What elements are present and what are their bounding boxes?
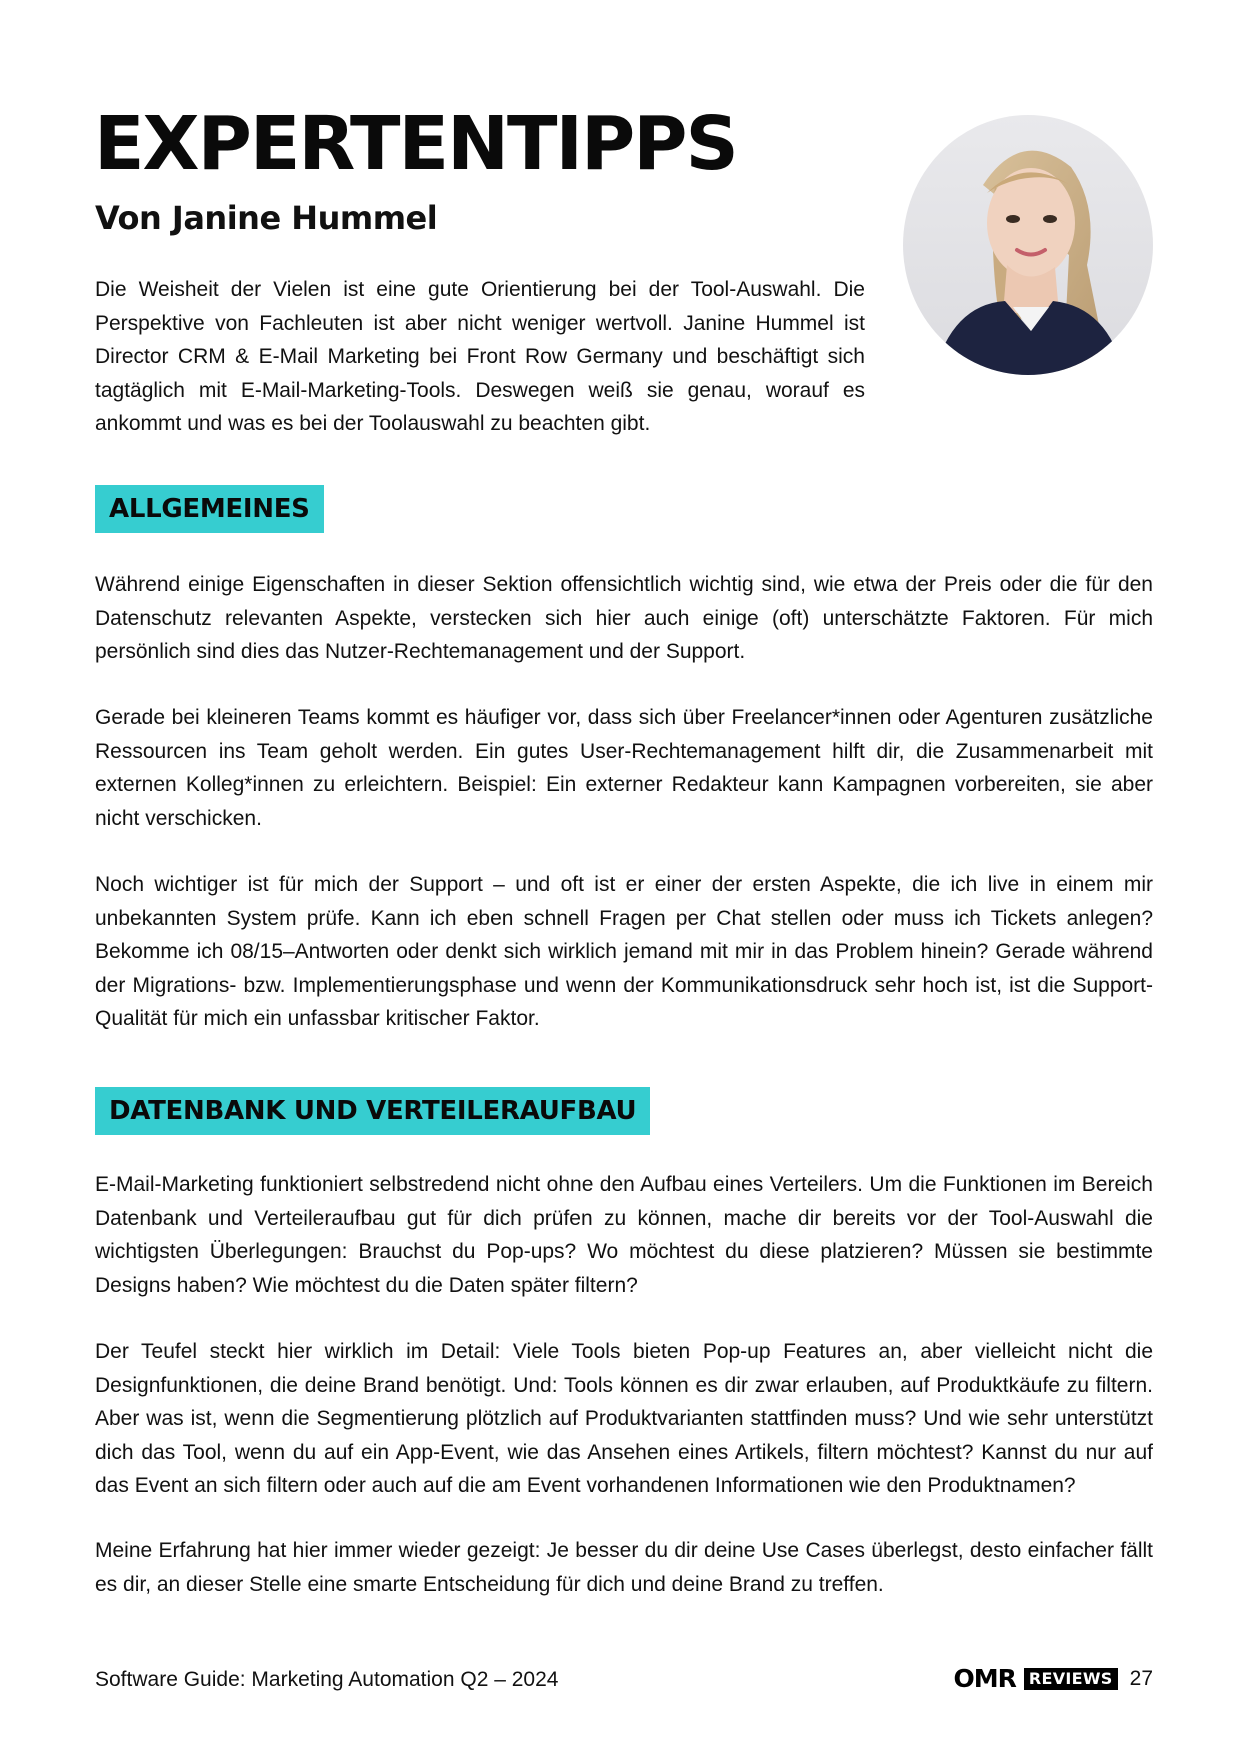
intro-paragraph: Die Weisheit der Vielen ist eine gute Orientierung bei der Tool-Auswahl. Die Perspektive von Fachleuten ist aber nicht weniger wertvoll. Janine Hummel ist Director CRM & E-Mail Marketing bei Front Row Germany und beschäftigt sich tagtäglich mit E-Mail-Marketing-Tools. Deswegen weiß sie genau, worauf es ankommt und was es bei der Toolauswahl zu beachten gibt. xyxy=(95,278,865,435)
paragraph: Der Teufel steckt hier wirklich im Detail: Viele Tools bieten Pop-up Features an, aber vielleicht nicht die Designfunktionen, die deine Brand benötigt. Und: Tools können es dir zwar erlauben, auf Produktkäufe zu filtern. Aber was ist, wenn die Segmentierung plötzlich auf Produktvarianten stattfinden muss? Und wie sehr unterstützt dich das Tool, wenn du auf ein App-Event, wie das Ansehen eines Artikels, filtern möchtest? Kannst du nur auf das Event an sich filtern oder auch auf die am Event vorhandenen Informationen wie den Produktnamen? xyxy=(95,1340,1153,1497)
author-portrait xyxy=(903,115,1153,375)
section-heading-allgemeines: ALLGEMEINES xyxy=(95,485,324,533)
reviews-logo: REVIEWS xyxy=(1024,1668,1118,1690)
paragraph: Gerade bei kleineren Teams kommt es häufiger vor, dass sich über Freelancer*innen oder Agenturen zusätzliche Ressourcen ins Team geholt werden. Ein gutes User-Rechtemanagement hilft dir, die Zusammenarbeit mit externen Kolleg*innen zu erleichtern. Beispiel: Ein externer Redakteur kann Kampagnen vorbereiten, sie aber nicht verschicken. xyxy=(95,706,1153,830)
paragraph: Während einige Eigenschaften in dieser Sektion offensichtlich wichtig sind, wie etwa der Preis oder die für den Datenschutz relevanten Aspekte, verstecken sich hier auch einige (oft) unterschätzte Faktoren. Für mich persönlich sind dies das Nutzer-Rechtemanagement und der Support. xyxy=(95,573,1153,663)
paragraph: Meine Erfahrung hat hier immer wieder gezeigt: Je besser du dir deine Use Cases überlegst, desto einfacher fällt es dir, an dieser Stelle eine smarte Entscheidung für dich und deine Brand zu treffen. xyxy=(95,1539,1153,1596)
author-byline: Von Janine Hummel xyxy=(95,199,438,237)
paragraph: Noch wichtiger ist für mich der Support – und oft ist er einer der ersten Aspekte, die ich live in einem mir unbekannten System prüfe. Kann ich eben schnell Fragen per Chat stellen oder muss ich Tickets anlegen? Bekomme ich 08/15–Antworten oder denkt sich wirklich jemand mit mir in das Problem hinein? Gerade während der Migrations- bzw. Implementierungsphase und wenn der Kommunikationsdruck sehr hoch ist, ist die Support-Qualität für mich ein unfassbar kritischer Faktor. xyxy=(95,873,1153,1030)
omr-logo: OMR xyxy=(953,1664,1016,1693)
footer-branding xyxy=(953,1664,1153,1694)
page-title: EXPERTENTIPPS xyxy=(94,101,737,187)
page-number: 27 xyxy=(1129,1667,1153,1690)
section-heading-datenbank: DATENBANK UND VERTEILERAUFBAU xyxy=(95,1087,650,1135)
paragraph: E-Mail-Marketing funktioniert selbstredend nicht ohne den Aufbau eines Verteilers. Um die Funktionen im Bereich Datenbank und Verteileraufbau gut für dich prüfen zu können, mache dir bereits vor der Tool-Auswahl die wichtigsten Überlegungen: Brauchst du Pop-ups? Wo möchtest du diese platzieren? Müssen sie bestimmte Designs haben? Wie möchtest du die Daten später filtern? xyxy=(95,1173,1153,1297)
footer-guide-title: Software Guide: Marketing Automation Q2 – 2024 xyxy=(95,1668,559,1691)
